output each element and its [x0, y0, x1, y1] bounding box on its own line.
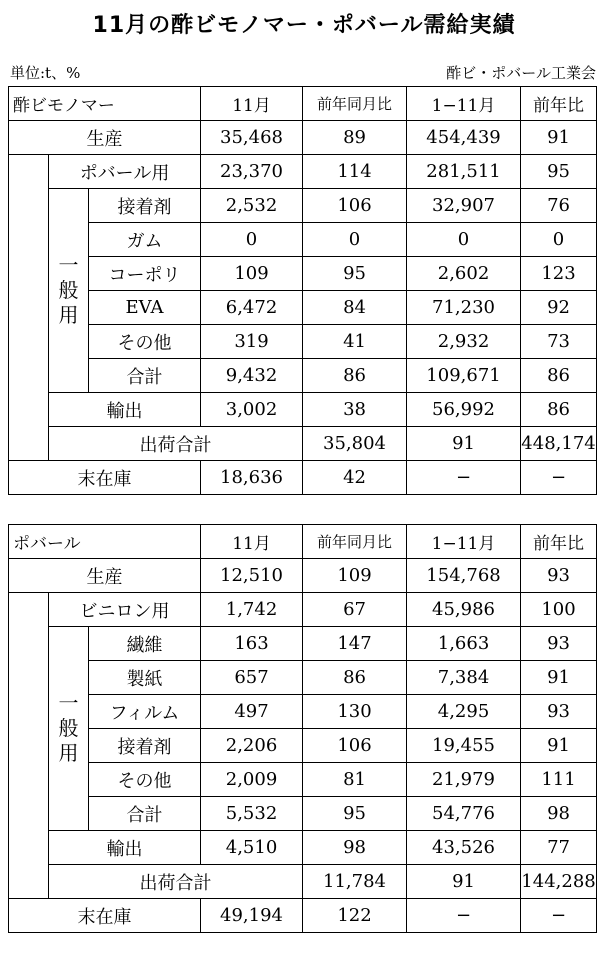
table-row [9, 189, 597, 223]
value-cell: 122 [303, 899, 407, 933]
table-row [9, 359, 597, 393]
table-row [9, 291, 597, 325]
value-cell: 93 [521, 695, 597, 729]
value-cell: 106 [303, 729, 407, 763]
table-row [9, 593, 597, 627]
row-label: フィルム [89, 695, 201, 729]
table-row [9, 695, 597, 729]
unit-label: 単位:t、% [10, 64, 81, 82]
source-label: 酢ビ・ポバール工業会 [446, 64, 596, 82]
row-label: 輸出 [49, 831, 201, 865]
value-cell: 93 [521, 627, 597, 661]
column-header: 前年比 [521, 525, 597, 559]
value-cell: 147 [303, 627, 407, 661]
table-row [9, 461, 597, 495]
row-label: ポバール用 [49, 155, 201, 189]
value-cell: 7,384 [407, 661, 521, 695]
row-label: 生産 [9, 121, 201, 155]
row-label: ガム [89, 223, 201, 257]
value-cell: 448,174 [521, 427, 597, 461]
table-row [9, 763, 597, 797]
table-row [9, 155, 597, 189]
value-cell: 95 [303, 797, 407, 831]
value-cell: 86 [303, 661, 407, 695]
row-label: 末在庫 [9, 461, 201, 495]
column-header: 前年比 [521, 87, 597, 121]
value-cell: 56,992 [407, 393, 521, 427]
value-cell: 86 [303, 359, 407, 393]
value-cell: 67 [303, 593, 407, 627]
value-cell: − [521, 461, 597, 495]
value-cell: 11,784 [303, 865, 407, 899]
table-row [9, 661, 597, 695]
value-cell: 84 [303, 291, 407, 325]
general-use-char: 用 [58, 303, 79, 327]
value-cell: 98 [303, 831, 407, 865]
value-cell: 35,468 [201, 121, 303, 155]
value-cell: 130 [303, 695, 407, 729]
value-cell: 95 [303, 257, 407, 291]
table-row [9, 729, 597, 763]
value-cell: 0 [407, 223, 521, 257]
value-cell: 0 [303, 223, 407, 257]
value-cell: 86 [521, 359, 597, 393]
value-cell: 77 [521, 831, 597, 865]
value-cell: 109,671 [407, 359, 521, 393]
value-cell: − [521, 899, 597, 933]
value-cell: 71,230 [407, 291, 521, 325]
value-cell: 32,907 [407, 189, 521, 223]
row-label: EVA [89, 291, 201, 325]
general-use-char: 般 [58, 278, 79, 302]
value-cell: 91 [407, 427, 521, 461]
row-label: 接着剤 [89, 729, 201, 763]
value-cell: 2,009 [201, 763, 303, 797]
value-cell: 2,206 [201, 729, 303, 763]
general-use-char: 用 [58, 741, 79, 765]
value-cell: 281,511 [407, 155, 521, 189]
value-cell: 43,526 [407, 831, 521, 865]
table-row [9, 393, 597, 427]
general-use-char: 一 [58, 691, 79, 715]
value-cell: 114 [303, 155, 407, 189]
indent-cell [9, 593, 49, 899]
value-cell: 109 [201, 257, 303, 291]
value-cell: 6,472 [201, 291, 303, 325]
table-corner-label: ポバール [9, 525, 201, 559]
column-header: 1−11月 [407, 525, 521, 559]
header-row [9, 87, 597, 121]
column-header: 前年同月比 [303, 525, 407, 559]
table-row [9, 325, 597, 359]
row-label: 製紙 [89, 661, 201, 695]
value-cell: 5,532 [201, 797, 303, 831]
table-row [9, 223, 597, 257]
value-cell: 49,194 [201, 899, 303, 933]
value-cell: 0 [521, 223, 597, 257]
value-cell: 73 [521, 325, 597, 359]
table-row [9, 257, 597, 291]
value-cell: 454,439 [407, 121, 521, 155]
row-label: その他 [89, 763, 201, 797]
row-label: 合計 [89, 359, 201, 393]
page-title: 11月の酢ビモノマー・ポバール需給実績 [92, 13, 516, 38]
general-use-label [49, 189, 89, 393]
row-label: 繊維 [89, 627, 201, 661]
general-use-label [49, 627, 89, 831]
row-label: 生産 [9, 559, 201, 593]
value-cell: 95 [521, 155, 597, 189]
general-use-char: 般 [58, 716, 79, 740]
row-label: 接着剤 [89, 189, 201, 223]
general-use-char: 一 [58, 253, 79, 277]
table-row [9, 427, 597, 461]
value-cell: 3,002 [201, 393, 303, 427]
value-cell: 4,295 [407, 695, 521, 729]
indent-cell [9, 155, 49, 461]
row-label: 出荷合計 [49, 427, 303, 461]
value-cell: 106 [303, 189, 407, 223]
value-cell: 45,986 [407, 593, 521, 627]
value-cell: 23,370 [201, 155, 303, 189]
value-cell: 93 [521, 559, 597, 593]
table-row [9, 865, 597, 899]
value-cell: 12,510 [201, 559, 303, 593]
value-cell: 163 [201, 627, 303, 661]
value-cell: − [407, 899, 521, 933]
value-cell: 100 [521, 593, 597, 627]
row-label: 輸出 [49, 393, 201, 427]
value-cell: 109 [303, 559, 407, 593]
value-cell: 98 [521, 797, 597, 831]
row-label: ビニロン用 [49, 593, 201, 627]
table-row [9, 831, 597, 865]
value-cell: 42 [303, 461, 407, 495]
value-cell: 41 [303, 325, 407, 359]
row-label: その他 [89, 325, 201, 359]
value-cell: 89 [303, 121, 407, 155]
value-cell: 54,776 [407, 797, 521, 831]
row-label: 合計 [89, 797, 201, 831]
column-header: 11月 [201, 525, 303, 559]
value-cell: 4,510 [201, 831, 303, 865]
value-cell: 1,663 [407, 627, 521, 661]
value-cell: 19,455 [407, 729, 521, 763]
table-row [9, 899, 597, 933]
value-cell: 154,768 [407, 559, 521, 593]
value-cell: 91 [407, 865, 521, 899]
value-cell: − [407, 461, 521, 495]
column-header: 前年同月比 [303, 87, 407, 121]
value-cell: 2,932 [407, 325, 521, 359]
value-cell: 38 [303, 393, 407, 427]
value-cell: 111 [521, 763, 597, 797]
table-corner-label: 酢ビモノマー [9, 87, 201, 121]
value-cell: 76 [521, 189, 597, 223]
header-row [9, 525, 597, 559]
column-header: 11月 [201, 87, 303, 121]
value-cell: 657 [201, 661, 303, 695]
value-cell: 2,602 [407, 257, 521, 291]
value-cell: 35,804 [303, 427, 407, 461]
value-cell: 1,742 [201, 593, 303, 627]
poval-table [8, 524, 597, 933]
value-cell: 2,532 [201, 189, 303, 223]
value-cell: 497 [201, 695, 303, 729]
row-label: 末在庫 [9, 899, 201, 933]
value-cell: 144,288 [521, 865, 597, 899]
value-cell: 91 [521, 661, 597, 695]
row-label: 出荷合計 [49, 865, 303, 899]
value-cell: 319 [201, 325, 303, 359]
table-row [9, 627, 597, 661]
table-row [9, 121, 597, 155]
value-cell: 9,432 [201, 359, 303, 393]
column-header: 1−11月 [407, 87, 521, 121]
value-cell: 18,636 [201, 461, 303, 495]
row-label: コーポリ [89, 257, 201, 291]
value-cell: 81 [303, 763, 407, 797]
value-cell: 91 [521, 729, 597, 763]
value-cell: 0 [201, 223, 303, 257]
vam-table [8, 86, 597, 495]
table-row [9, 559, 597, 593]
value-cell: 123 [521, 257, 597, 291]
value-cell: 86 [521, 393, 597, 427]
table-row [9, 797, 597, 831]
value-cell: 21,979 [407, 763, 521, 797]
value-cell: 91 [521, 121, 597, 155]
value-cell: 92 [521, 291, 597, 325]
